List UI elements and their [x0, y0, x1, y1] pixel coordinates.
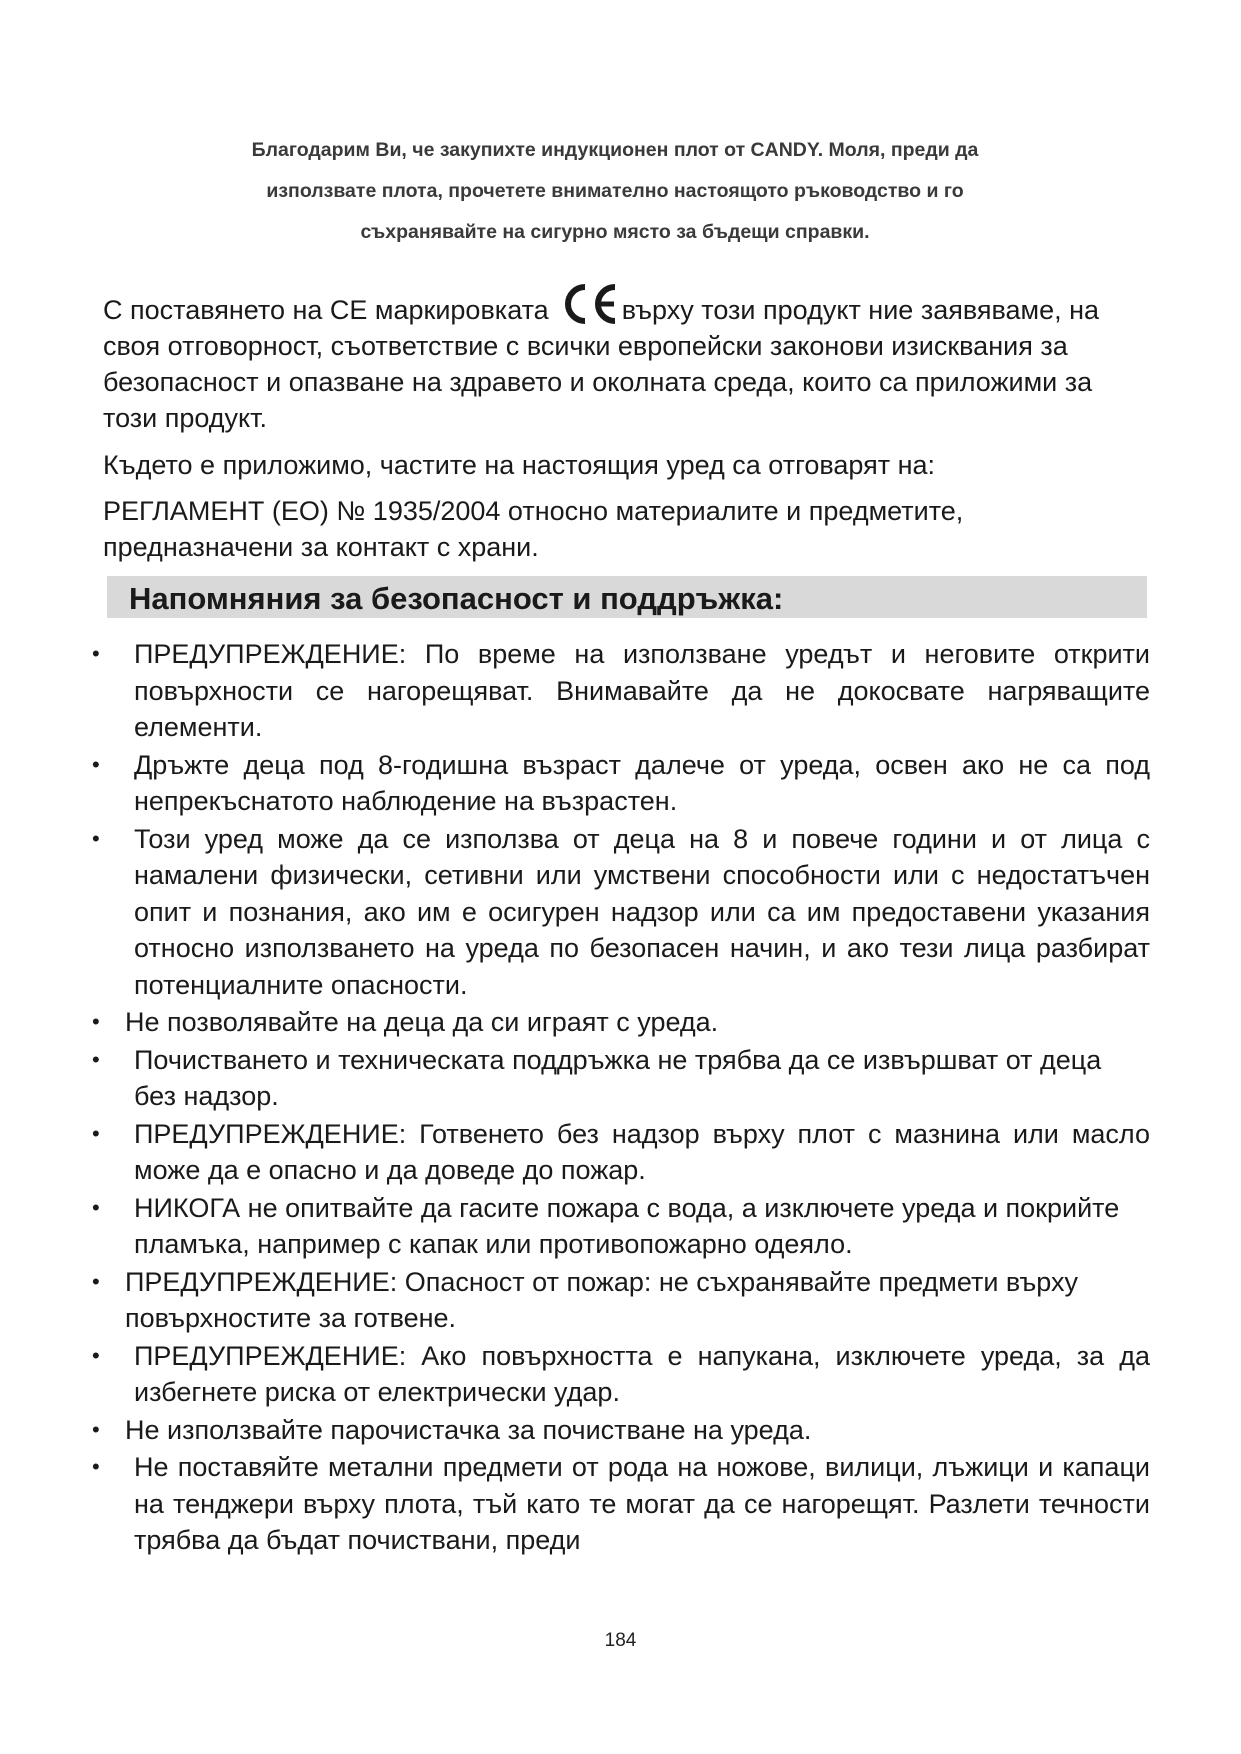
ce-mark-icon [558, 281, 620, 327]
page-number: 184 [604, 1630, 637, 1651]
intro-line: Благодарим Ви, че закупихте индукционен плот от CANDY. Моля, преди да [251, 139, 979, 161]
bullet-icon: • [92, 1268, 100, 1294]
bullet-icon: • [92, 1342, 100, 1368]
warning-item [90, 1264, 1150, 1337]
regulation-reference: РЕГЛАМЕНТ (ЕО) № 1935/2004 относно материалите и предметите, предназначени за контакт с храни. [103, 496, 964, 562]
where-applicable: Където е приложимо, частите на настоящия уред са отговарят на: [103, 450, 936, 480]
ce-declaration [103, 281, 1143, 436]
bullet-icon: • [92, 825, 100, 851]
ce-declaration-block [103, 281, 1143, 565]
warning-item [90, 1004, 1150, 1041]
warning-text: Не позволявайте на деца да си играят с уреда. [125, 1007, 719, 1037]
bullet-icon: • [92, 1046, 100, 1072]
warning-item [90, 1042, 1150, 1115]
warning-text: Почистването и техническата поддръжка не трябва да се извършват от деца без надзор. [134, 1044, 1102, 1111]
warning-text: ПРЕДУПРЕЖДЕНИЕ: Опасност от пожар: не съхранявайте предмети върху повърхностите за готвене. [125, 1266, 1078, 1333]
warning-item [90, 1449, 1150, 1559]
warning-text: Дръжте деца под 8-годишна възраст далече от уреда, освен ако не са под непрекъснатото наблюдение на възрастен. [134, 749, 1150, 816]
intro-line: съхранявайте на сигурно място за бъдещи справки. [360, 221, 870, 243]
bullet-icon: • [92, 1416, 100, 1442]
bullet-icon: • [92, 1120, 100, 1146]
warning-text: Този уред може да се използва от деца на 8 и повече години и от лица с намалени физически, сетивни или умствени способности или с недостатъчен опит и познания, ако им е осигурен надзор или са им предоставени указания относно използването на уреда по безопасен начин, и ако тези лица разбират потенциалните опасности. [134, 823, 1150, 1000]
warning-item [90, 636, 1150, 746]
bullet-icon: • [92, 751, 100, 777]
warning-text: ПРЕДУПРЕЖДЕНИЕ: Готвенето без надзор върху плот с мазнина или масло може да е опасно и да доведе до пожар. [134, 1118, 1150, 1185]
intro-paragraph [150, 130, 1080, 253]
warning-item [90, 1116, 1150, 1189]
warning-item [90, 1190, 1150, 1263]
safety-warnings-list [90, 636, 1150, 1560]
bullet-icon: • [92, 1454, 100, 1479]
bullet-icon: • [92, 1194, 100, 1220]
warning-text: Не поставяйте метални предмети от рода на ножове, вилици, лъжици и капаци на тенджери върху плота, тъй като те могат да се нагорещят. Разлети течности трябва да бъдат почиствани, преди [134, 1452, 1150, 1555]
intro-line: използвате плота, прочетете внимателно настоящото ръководство и го [266, 180, 964, 202]
ce-text-after: върху този продукт ние заявяваме, на своя отговорност, съответствие с всички европейски законови изисквания за безопасност и опазване на здравето и околната среда, които са приложими за този продукт. [103, 295, 1100, 433]
warning-item [90, 821, 1150, 1004]
warning-item [90, 747, 1150, 820]
ce-text-before: С поставянето на СЕ маркировката [103, 295, 549, 325]
warning-text: НИКОГА не опитвайте да гасите пожара с вода, а изключете уреда и покрийте пламъка, например с капак или противопожарно одеяло. [134, 1192, 1120, 1259]
warning-text: ПРЕДУПРЕЖДЕНИЕ: Ако повърхността е напукана, изключете уреда, за да избегнете риска от електрически удар. [134, 1340, 1150, 1407]
section-title: Напомняния за безопасност и поддръжка: [129, 581, 784, 616]
warning-item [90, 1338, 1150, 1411]
section-heading-bar [107, 576, 1147, 618]
bullet-icon: • [92, 1009, 100, 1034]
warning-item [90, 1412, 1150, 1449]
warning-text: ПРЕДУПРЕЖДЕНИЕ: По време на използване уредът и неговите открити повърхности се нагорещяват. Внимавайте да не докосвате нагряващите елементи. [134, 639, 1150, 742]
warning-text: Не използвайте парочистачка за почистване на уреда. [125, 1414, 812, 1445]
bullet-icon: • [92, 641, 100, 666]
